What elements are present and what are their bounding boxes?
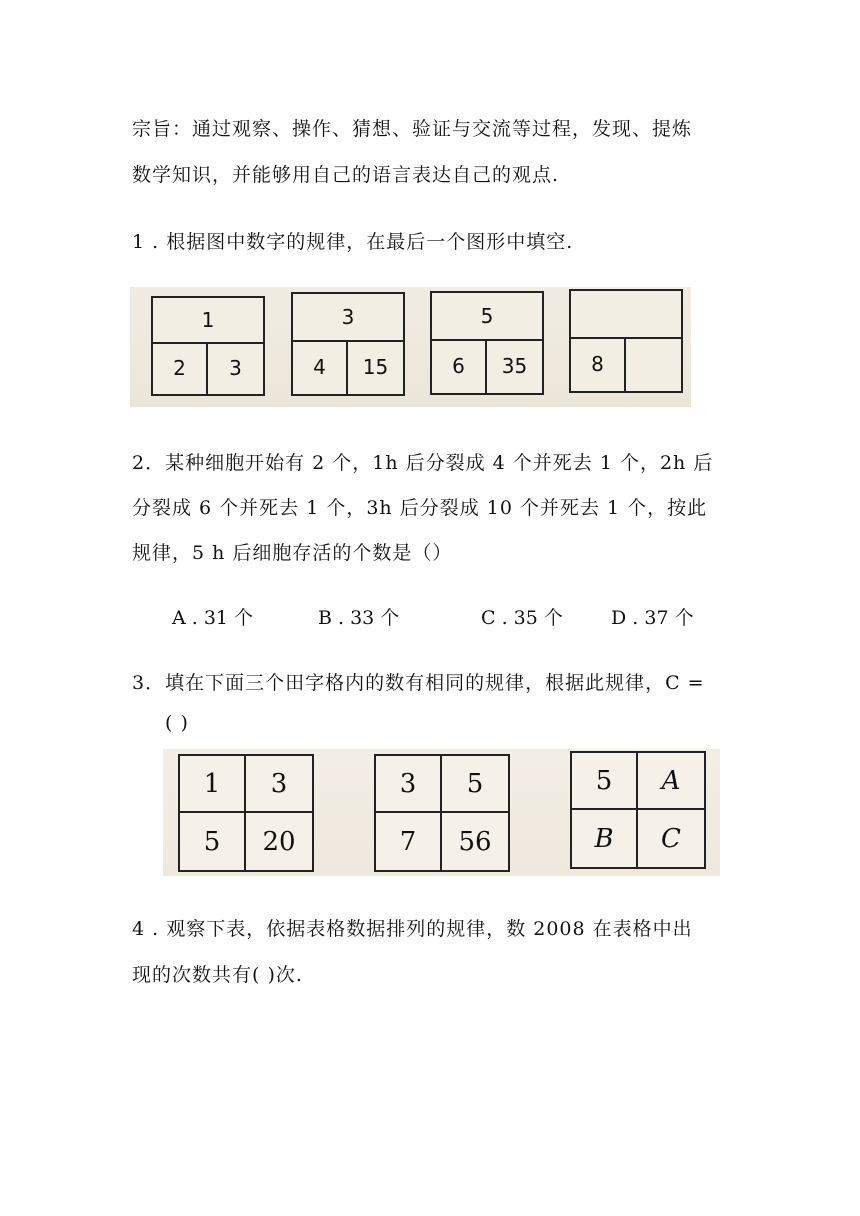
figure-box-2-bottom-right: 15 <box>362 355 389 379</box>
figure-box-4-top <box>571 291 681 339</box>
problem-1-figure-strip <box>130 287 691 407</box>
grid-3-top-right: A <box>638 753 704 810</box>
problem-2-line-3: 规律，5 h 后细胞存活的个数是（） <box>132 542 453 564</box>
problem-1-text: 1 . 根据图中数字的规律，在最后一个图形中填空. <box>132 231 574 253</box>
option-b: B . 33 个 <box>318 607 400 629</box>
grid-1-top-right: 3 <box>246 756 312 813</box>
grid-1-top-left: 1 <box>180 756 246 813</box>
intro-line-1: 宗旨：通过观察、操作、猜想、验证与交流等过程，发现、提炼 <box>132 118 693 140</box>
grid-3-bottom-left: B <box>572 810 638 867</box>
problem-4-line-2: 现的次数共有( )次. <box>132 964 303 986</box>
figure-box-2-top: 3 <box>293 294 403 342</box>
grid-2-top-left: 3 <box>376 756 442 813</box>
problem-3-line-1: 3．填在下面三个田字格内的数有相同的规律，根据此规律，C = <box>132 672 705 694</box>
grid-1-bottom-right: 20 <box>262 826 296 857</box>
figure-box-2 <box>291 292 405 396</box>
problem-3-line-2: ( ) <box>165 712 189 734</box>
figure-box-4-bottom-right <box>626 337 681 391</box>
tianzige-grid-1 <box>178 754 314 872</box>
figure-box-2-bottom-left: 4 <box>293 340 348 394</box>
intro-line-2: 数学知识，并能够用自己的语言表达自己的观点. <box>132 164 560 186</box>
grid-2-bottom-right: 56 <box>458 826 492 857</box>
figure-box-3-bottom-right: 35 <box>501 354 528 378</box>
grid-1-bottom-left: 5 <box>180 813 246 870</box>
figure-box-4-bottom-left: 8 <box>571 337 626 391</box>
figure-box-1-top: 1 <box>153 298 263 344</box>
figure-box-1-bottom-right: 3 <box>229 356 242 381</box>
grid-3-top-left: 5 <box>572 753 638 810</box>
tianzige-grid-3 <box>570 751 706 869</box>
option-c: C . 35 个 <box>481 607 563 629</box>
option-d: D . 37 个 <box>611 607 694 629</box>
grid-2-bottom-left: 7 <box>376 813 442 870</box>
figure-box-4 <box>569 289 683 393</box>
figure-box-3 <box>430 291 544 395</box>
grid-3-bottom-right: C <box>661 823 681 854</box>
figure-box-1-bottom-left: 2 <box>153 342 208 394</box>
figure-box-3-top: 5 <box>432 293 542 341</box>
tianzige-grid-2 <box>374 754 510 872</box>
problem-4-line-1: 4 . 观察下表，依据表格数据排列的规律，数 2008 在表格中出 <box>132 918 693 940</box>
problem-3-figure-strip <box>163 749 720 876</box>
problem-2-line-2: 分裂成 6 个并死去 1 个，3h 后分裂成 10 个并死去 1 个，按此 <box>132 497 708 519</box>
grid-2-top-right: 5 <box>442 756 508 813</box>
figure-box-3-bottom-left: 6 <box>432 339 487 393</box>
problem-2-line-1: 2．某种细胞开始有 2 个，1h 后分裂成 4 个并死去 1 个，2h 后 <box>132 452 714 474</box>
figure-box-1 <box>151 296 265 396</box>
option-a: A . 31 个 <box>172 607 254 629</box>
